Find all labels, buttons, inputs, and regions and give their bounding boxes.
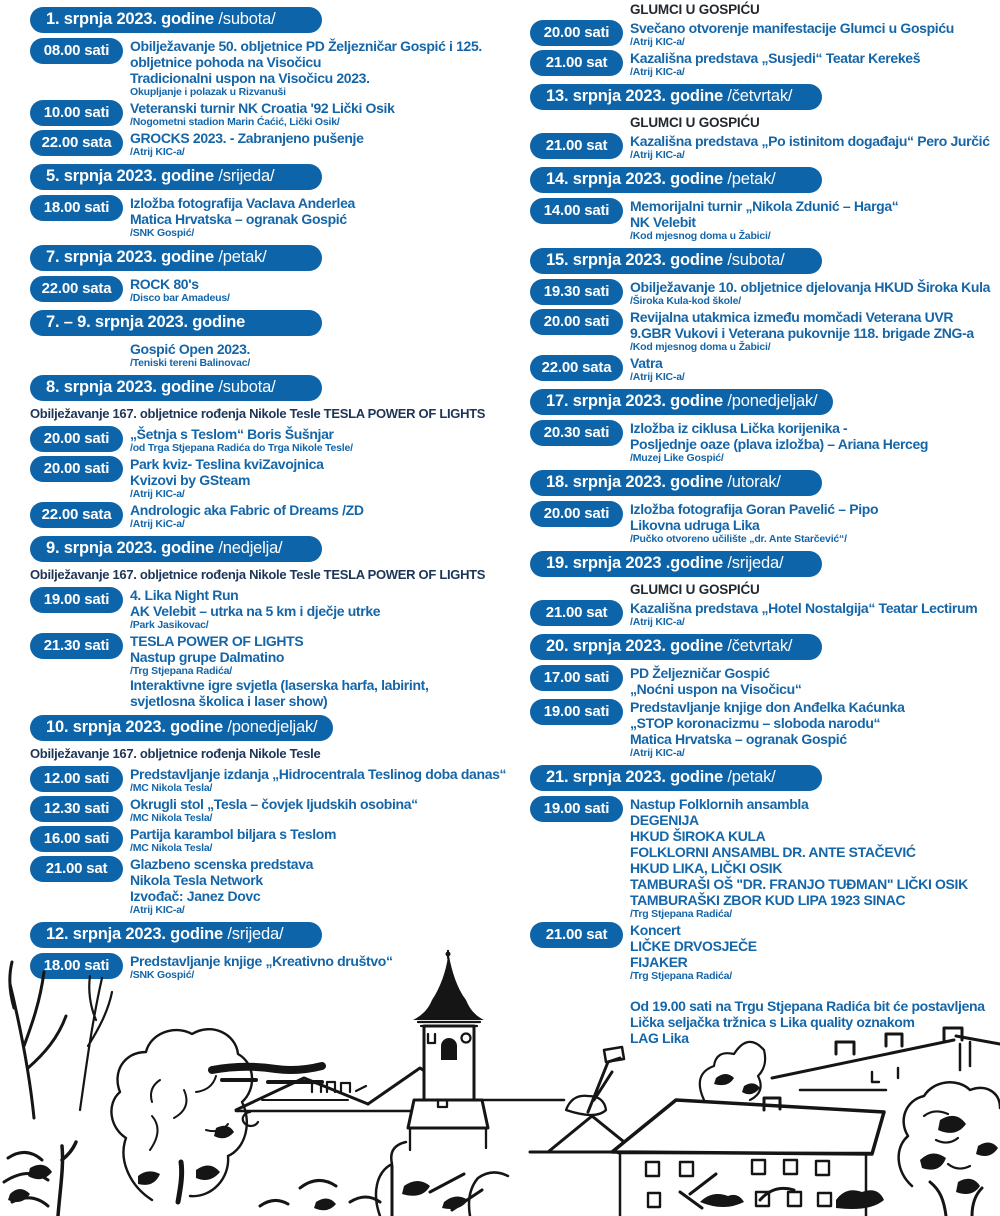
time-badge: 21.00 sat bbox=[30, 856, 123, 882]
event-row bbox=[30, 826, 502, 854]
event-title-line: Likovna udruga Lika bbox=[630, 517, 760, 533]
crane-bush-sketch bbox=[566, 1096, 606, 1115]
event-body bbox=[130, 276, 230, 304]
big-house-roof-sketch bbox=[612, 1100, 884, 1154]
date-text: 21. srpnja 2023. godine bbox=[546, 768, 723, 786]
date-text: 13. srpnja 2023. godine bbox=[546, 87, 723, 105]
event-venue: /Trg Stjepana Radića/ bbox=[630, 970, 732, 982]
event-venue: /Pučko otvoreno učilište „dr. Ante Starčević“/ bbox=[630, 533, 847, 545]
event-venue: /Teniski tereni Balinovac/ bbox=[130, 357, 251, 369]
event-title-line: Izložba fotografija Goran Pavelić – Pipo bbox=[630, 501, 879, 517]
event-title-line: HKUD LIKA, LIČKI OSIK bbox=[630, 860, 783, 876]
tree-trunk-sketch bbox=[178, 1162, 182, 1202]
event-row bbox=[530, 420, 1000, 464]
day-of-week: /subota/ bbox=[218, 10, 276, 28]
hedge-smear-sketch bbox=[212, 1066, 322, 1070]
event-title-line: Kazališna predstava „Po istinitom događaju“ Pero Jurčić bbox=[630, 133, 990, 149]
event-body bbox=[130, 38, 482, 98]
under-church-foliage-sketch bbox=[376, 1142, 508, 1216]
event-body bbox=[130, 130, 364, 158]
event-title-line: Park kviz- Teslina kviZavojnica bbox=[130, 456, 324, 472]
day-of-week: /subota/ bbox=[218, 378, 276, 396]
event-title-line: FOLKLORNI ANSAMBL DR. ANTE STAČEVIĆ bbox=[630, 844, 916, 860]
foliage-squiggles-sketch bbox=[150, 1076, 228, 1150]
event-title-line: Kazališna predstava „Hotel Nostalgija“ Teatar Lectirum bbox=[630, 600, 978, 616]
event-row bbox=[530, 600, 1000, 628]
date-header bbox=[30, 164, 322, 190]
event-body bbox=[630, 133, 990, 161]
event-title-line: Izložba fotografija Vaclava Anderlea bbox=[130, 195, 355, 211]
event-row bbox=[30, 426, 502, 454]
roof-windows-left-sketch bbox=[312, 1082, 366, 1092]
event-venue: /Trg Stjepana Radića/ bbox=[130, 665, 232, 677]
event-row bbox=[30, 130, 502, 158]
festival-note: Obilježavanje 167. obljetnice rođenja Nikole Tesle TESLA POWER OF LIGHTS bbox=[30, 406, 486, 421]
ink-fills-sketch bbox=[8, 952, 998, 1211]
time-badge: 20.00 sati bbox=[530, 20, 623, 46]
event-row bbox=[30, 796, 502, 824]
event-title-line: ROCK 80's bbox=[130, 276, 199, 292]
event-body bbox=[130, 587, 380, 631]
event-title-line: Lička seljačka tržnica s Lika quality oznakom bbox=[630, 1014, 915, 1030]
event-body bbox=[630, 279, 990, 307]
day-of-week: /srijeda/ bbox=[227, 925, 284, 943]
date-header bbox=[530, 470, 822, 496]
date-text: 17. srpnja 2023. godine bbox=[546, 392, 723, 410]
event-venue: /Atrij KIC-a/ bbox=[130, 488, 185, 500]
event-title-line: Kvizovi by GSteam bbox=[130, 472, 251, 488]
event-title-line: Predstavljanje knjige don Anđelka Kaćunka bbox=[630, 699, 905, 715]
event-title-line: Revijalna utakmica između momčadi Veterana UVR bbox=[630, 309, 954, 325]
event-title-line: Kazališna predstava „Susjedi“ Teatar Kerekeš bbox=[630, 50, 921, 66]
event-row bbox=[530, 20, 1000, 48]
time-badge: 20.00 sati bbox=[530, 501, 623, 527]
date-text: 10. srpnja 2023. godine bbox=[46, 718, 223, 736]
event-title-line: AK Velebit – utrka na 5 km i dječje utrke bbox=[130, 603, 381, 619]
event-title-line: Nikola Tesla Network bbox=[130, 872, 263, 888]
time-badge: 16.00 sati bbox=[30, 826, 123, 852]
event-title-line: Izvođač: Janez Dovc bbox=[130, 888, 261, 904]
date-header bbox=[530, 634, 822, 660]
roofline-sketch bbox=[236, 1100, 564, 1111]
window-marks-right-sketch bbox=[872, 1068, 898, 1082]
time-badge: 20.00 sati bbox=[30, 456, 123, 482]
event-title-line: „Noćni uspon na Visočicu“ bbox=[630, 681, 802, 697]
event-row bbox=[530, 665, 1000, 697]
event-venue: /Atrij KIC-a/ bbox=[630, 149, 685, 161]
event-row bbox=[530, 796, 1000, 920]
time-badge: 22.00 sata bbox=[530, 355, 623, 381]
time-badge: 21.00 sat bbox=[530, 50, 623, 76]
date-text: 7. srpnja 2023. godine bbox=[46, 248, 214, 266]
event-title-line: Matica Hrvatska – ogranak Gospić bbox=[630, 731, 847, 747]
event-title-line: FIJAKER bbox=[630, 954, 688, 970]
time-badge: 21.30 sati bbox=[30, 633, 123, 659]
time-badge: 22.00 sata bbox=[30, 502, 123, 528]
event-title-line: 9.GBR Vukovi i Veterana pukovnije 118. brigade ZNG-a bbox=[630, 325, 974, 341]
day-of-week: /nedjelja/ bbox=[218, 539, 283, 557]
event-row bbox=[530, 355, 1000, 383]
event-row bbox=[30, 341, 502, 369]
date-text: 15. srpnja 2023. godine bbox=[546, 251, 723, 269]
event-row bbox=[530, 50, 1000, 78]
event-venue: /Atrij KIC-a/ bbox=[130, 146, 185, 158]
time-badge: 12.00 sati bbox=[30, 766, 123, 792]
event-venue: /Atrij KIC-a/ bbox=[630, 36, 685, 48]
event-title-line: Svečano otvorenje manifestacije Glumci u Gospiću bbox=[630, 20, 954, 36]
event-title-line: HKUD ŠIROKA KULA bbox=[630, 828, 766, 844]
event-title-line: Predstavljanje izdanja „Hidrocentrala Teslinog doba danas“ bbox=[130, 766, 507, 782]
bare-tree-left-icon bbox=[10, 962, 66, 1118]
event-venue: /od Trga Stjepana Radića do Trga Nikole Tesle/ bbox=[130, 442, 353, 454]
day-of-week: /četvrtak/ bbox=[727, 637, 793, 655]
date-header bbox=[530, 248, 822, 274]
event-venue: /Muzej Like Gospić/ bbox=[630, 452, 724, 464]
event-body bbox=[630, 20, 954, 48]
date-header bbox=[30, 245, 322, 271]
time-badge: 17.00 sati bbox=[530, 665, 623, 691]
church-finial-ball-icon bbox=[446, 952, 451, 957]
event-title-line: Izložba iz ciklusa Lička korijenika - bbox=[630, 420, 848, 436]
event-body bbox=[630, 600, 977, 628]
event-title-line: Vatra bbox=[630, 355, 663, 371]
event-title-line: DEGENIJA bbox=[630, 812, 699, 828]
event-venue: /Nogometni stadion Marin Ćaćić, Lički Osik/ bbox=[130, 116, 340, 128]
date-header bbox=[530, 551, 822, 577]
event-venue: /Široka Kula-kod škole/ bbox=[630, 295, 741, 307]
day-of-week: /srijeda/ bbox=[727, 554, 784, 572]
event-title-line: LAG Lika bbox=[630, 1030, 689, 1046]
date-text: 20. srpnja 2023. godine bbox=[546, 637, 723, 655]
date-header bbox=[530, 167, 822, 193]
event-venue: /Atrij KIC-a/ bbox=[130, 904, 185, 916]
date-text: 14. srpnja 2023. godine bbox=[546, 170, 723, 188]
time-badge: 22.00 sata bbox=[30, 130, 123, 156]
event-title-line: Andrologic aka Fabric of Dreams /ZD bbox=[130, 502, 364, 518]
event-venue: /Atrij KIC-a/ bbox=[630, 66, 685, 78]
event-body bbox=[630, 796, 968, 920]
event-title-line: Obilježavanje 50. obljetnice PD Željezničar Gospić i 125. bbox=[130, 38, 482, 54]
event-venue: /MC Nikola Tesla/ bbox=[130, 842, 213, 854]
event-body bbox=[130, 766, 507, 794]
event-title-line: Tradicionalni uspon na Visočicu 2023. bbox=[130, 70, 370, 86]
date-header bbox=[530, 84, 822, 110]
day-of-week: /srijeda/ bbox=[218, 167, 275, 185]
day-of-week: /ponedjeljak/ bbox=[227, 718, 318, 736]
time-badge: 19.00 sati bbox=[530, 796, 623, 822]
time-badge: 21.00 sat bbox=[530, 922, 623, 948]
event-venue: /Atrij KiC-a/ bbox=[130, 518, 185, 530]
center-tree-blobs-sketch bbox=[714, 1074, 760, 1094]
event-row bbox=[30, 100, 502, 128]
event-body bbox=[130, 456, 324, 500]
event-body bbox=[130, 633, 429, 709]
event-body bbox=[130, 796, 418, 824]
time-badge: 14.00 sati bbox=[530, 198, 623, 224]
event-row bbox=[30, 456, 502, 500]
section-subheading: GLUMCI U GOSPIĆU bbox=[630, 115, 760, 130]
event-title-line: Predstavljanje knjige „Kreativno društvo“ bbox=[130, 953, 393, 969]
time-badge: 18.00 sati bbox=[30, 953, 123, 979]
event-body bbox=[130, 826, 336, 854]
date-text: 19. srpnja 2023 .godine bbox=[546, 554, 723, 572]
time-badge: 20.30 sati bbox=[530, 420, 623, 446]
event-title-line: LIČKE DRVOSJEČE bbox=[630, 938, 757, 954]
event-venue: /Park Jasikovac/ bbox=[130, 619, 209, 631]
event-venue: /SNK Gospić/ bbox=[130, 227, 195, 239]
bare-tree-left2-icon bbox=[80, 976, 112, 1110]
event-row bbox=[30, 195, 502, 239]
event-title-line: Matica Hrvatska – ogranak Gospić bbox=[130, 211, 347, 227]
church-cornice-sketch bbox=[418, 1022, 480, 1026]
event-body bbox=[630, 355, 685, 383]
event-title-line: 4. Lika Night Run bbox=[130, 587, 239, 603]
event-title-line: „STOP koronacizmu – sloboda narodu“ bbox=[630, 715, 881, 731]
time-badge: 19.00 sati bbox=[530, 699, 623, 725]
event-row bbox=[530, 501, 1000, 545]
event-row bbox=[530, 279, 1000, 307]
section-subheading: GLUMCI U GOSPIĆU bbox=[630, 2, 760, 17]
date-header bbox=[30, 375, 322, 401]
time-badge: 21.00 sat bbox=[530, 133, 623, 159]
event-venue: /Atrij KIC-a/ bbox=[630, 616, 685, 628]
event-title-line: Partija karambol biljara s Teslom bbox=[130, 826, 337, 842]
event-title-line: PD Željezničar Gospić bbox=[630, 665, 770, 681]
crane-top-sketch bbox=[604, 1047, 624, 1062]
event-title-line: Gospić Open 2023. bbox=[130, 341, 251, 357]
event-venue: /Atrij KIC-a/ bbox=[630, 371, 685, 383]
event-row bbox=[30, 276, 502, 304]
event-title-line: Glazbeno scenska predstava bbox=[130, 856, 314, 872]
event-venue: Okupljanje i polazak u Rizvanuši bbox=[130, 86, 286, 98]
day-of-week: /petak/ bbox=[218, 248, 267, 266]
event-venue: /Trg Stjepana Radića/ bbox=[630, 908, 732, 920]
program-column-right bbox=[530, 0, 1000, 1048]
event-body bbox=[630, 501, 878, 545]
program-column-left bbox=[30, 0, 507, 983]
church-window-icon bbox=[441, 1038, 457, 1060]
event-body bbox=[130, 502, 364, 530]
event-venue: /Disco bar Amadeus/ bbox=[130, 292, 230, 304]
date-text: 9. srpnja 2023. godine bbox=[46, 539, 214, 557]
time-badge: 08.00 sati bbox=[30, 38, 123, 64]
date-text: 18. srpnja 2023. godine bbox=[546, 473, 723, 491]
time-badge: 12.30 sati bbox=[30, 796, 123, 822]
event-title-line: Nastup Folklornih ansambla bbox=[630, 796, 809, 812]
event-venue: /SNK Gospić/ bbox=[130, 969, 195, 981]
day-of-week: /petak/ bbox=[727, 170, 776, 188]
event-title-line: „Šetnja s Teslom“ Boris Šušnjar bbox=[130, 426, 334, 442]
event-title-line: NK Velebit bbox=[630, 214, 696, 230]
event-row bbox=[30, 766, 507, 794]
event-body bbox=[630, 699, 905, 759]
section-subheading: GLUMCI U GOSPIĆU bbox=[630, 582, 760, 597]
event-body bbox=[630, 309, 974, 353]
event-body bbox=[130, 426, 353, 454]
time-badge: 21.00 sat bbox=[530, 600, 623, 626]
event-venue: /Atrij KIC-a/ bbox=[630, 747, 685, 759]
event-row bbox=[530, 309, 1000, 353]
event-row bbox=[530, 198, 1000, 242]
time-badge: 19.30 sati bbox=[530, 279, 623, 305]
day-of-week: /utorak/ bbox=[727, 473, 781, 491]
event-venue: /Kod mjesnog doma u Žabici/ bbox=[630, 230, 771, 242]
day-of-week: /ponedjeljak/ bbox=[727, 392, 818, 410]
date-text: 8. srpnja 2023. godine bbox=[46, 378, 214, 396]
event-body bbox=[130, 856, 313, 916]
event-venue: /MC Nikola Tesla/ bbox=[130, 812, 213, 824]
event-body bbox=[630, 198, 898, 242]
event-body bbox=[130, 195, 355, 239]
event-title-line: TESLA POWER OF LIGHTS bbox=[130, 633, 304, 649]
time-badge: 19.00 sati bbox=[30, 587, 123, 613]
town-skyline-sketch bbox=[0, 950, 1000, 1216]
event-title-line: Koncert bbox=[630, 922, 681, 938]
date-text: 12. srpnja 2023. godine bbox=[46, 925, 223, 943]
day-of-week: /petak/ bbox=[727, 768, 776, 786]
date-header bbox=[530, 389, 833, 415]
event-body bbox=[630, 420, 928, 464]
event-row bbox=[30, 38, 502, 98]
day-of-week: /subota/ bbox=[727, 251, 785, 269]
event-title-line: TAMBURAŠI OŠ "DR. FRANJO TUĐMAN" LIČKI OSIK bbox=[630, 876, 968, 892]
event-title-line: Nastup grupe Dalmatino bbox=[130, 649, 285, 665]
event-row bbox=[530, 699, 1000, 759]
church-bulb-icon bbox=[413, 1000, 484, 1020]
time-badge: 20.00 sati bbox=[30, 426, 123, 452]
time-badge: 20.00 sati bbox=[530, 309, 623, 335]
time-badge: 18.00 sati bbox=[30, 195, 123, 221]
time-badge: 22.00 sata bbox=[30, 276, 123, 302]
event-title-line: Memorijalni turnir „Nikola Zdunić – Harga“ bbox=[630, 198, 899, 214]
event-title-line: Od 19.00 sati na Trgu Stjepana Radića bit će postavljena bbox=[630, 998, 985, 1014]
date-text: 1. srpnja 2023. godine bbox=[46, 10, 214, 28]
event-row bbox=[530, 133, 1000, 161]
event-title-line: TAMBURAŠKI ZBOR KUD LIPA 1923 SINAC bbox=[630, 892, 906, 908]
date-header bbox=[30, 715, 333, 741]
background-lines-sketch bbox=[10, 962, 1000, 1202]
date-text: 5. srpnja 2023. godine bbox=[46, 167, 214, 185]
event-title-line: Veteranski turnir NK Croatia '92 Lički Osik bbox=[130, 100, 395, 116]
event-venue: /MC Nikola Tesla/ bbox=[130, 782, 213, 794]
event-title-line: obljetnice pohoda na Visočicu bbox=[130, 54, 322, 70]
event-title-line: Okrugli stol „Tesla – čovjek ljudskih osobina“ bbox=[130, 796, 418, 812]
date-header bbox=[30, 310, 322, 336]
event-body bbox=[130, 341, 250, 369]
church-spire-icon bbox=[432, 956, 466, 1000]
event-row bbox=[30, 502, 502, 530]
festival-note: Obilježavanje 167. obljetnice rođenja Nikole Tesle bbox=[30, 746, 321, 761]
event-venue: /Kod mjesnog doma u Žabici/ bbox=[630, 341, 771, 353]
bottom-left-branch-sketch bbox=[58, 1142, 76, 1216]
date-text: 7. – 9. srpnja 2023. godine bbox=[46, 313, 246, 331]
date-header bbox=[30, 536, 322, 562]
event-row bbox=[30, 587, 502, 631]
foliage-blobs-left-sketch bbox=[138, 1126, 234, 1185]
event-extra-line: Interaktivne igre svjetla (laserska harfa, labirint, bbox=[130, 677, 429, 693]
date-header bbox=[30, 922, 322, 948]
event-body bbox=[130, 100, 395, 128]
festival-note: Obilježavanje 167. obljetnice rođenja Nikole Tesle TESLA POWER OF LIGHTS bbox=[30, 567, 486, 582]
event-title-line: GROCKS 2023. - Zabranjeno pušenje bbox=[130, 130, 364, 146]
event-extra-line: svjetlosna školica i laser show) bbox=[130, 693, 328, 709]
event-title-line: Posljednje oaze (plava izložba) – Ariana Herceg bbox=[630, 436, 929, 452]
event-body bbox=[630, 50, 920, 78]
right-foliage-outline-sketch bbox=[899, 1082, 1000, 1186]
church-clock-icon bbox=[462, 1034, 471, 1043]
day-of-week: /četvrtak/ bbox=[727, 87, 793, 105]
time-badge: 10.00 sati bbox=[30, 100, 123, 126]
scribble-arc-sketch bbox=[243, 1112, 258, 1126]
event-row bbox=[30, 856, 502, 916]
event-body bbox=[630, 665, 801, 697]
date-header bbox=[30, 7, 322, 33]
event-title-line: Obilježavanje 10. obljetnice djelovanja HKUD Široka Kula bbox=[630, 279, 991, 295]
date-header bbox=[530, 765, 822, 791]
event-row bbox=[30, 633, 502, 709]
